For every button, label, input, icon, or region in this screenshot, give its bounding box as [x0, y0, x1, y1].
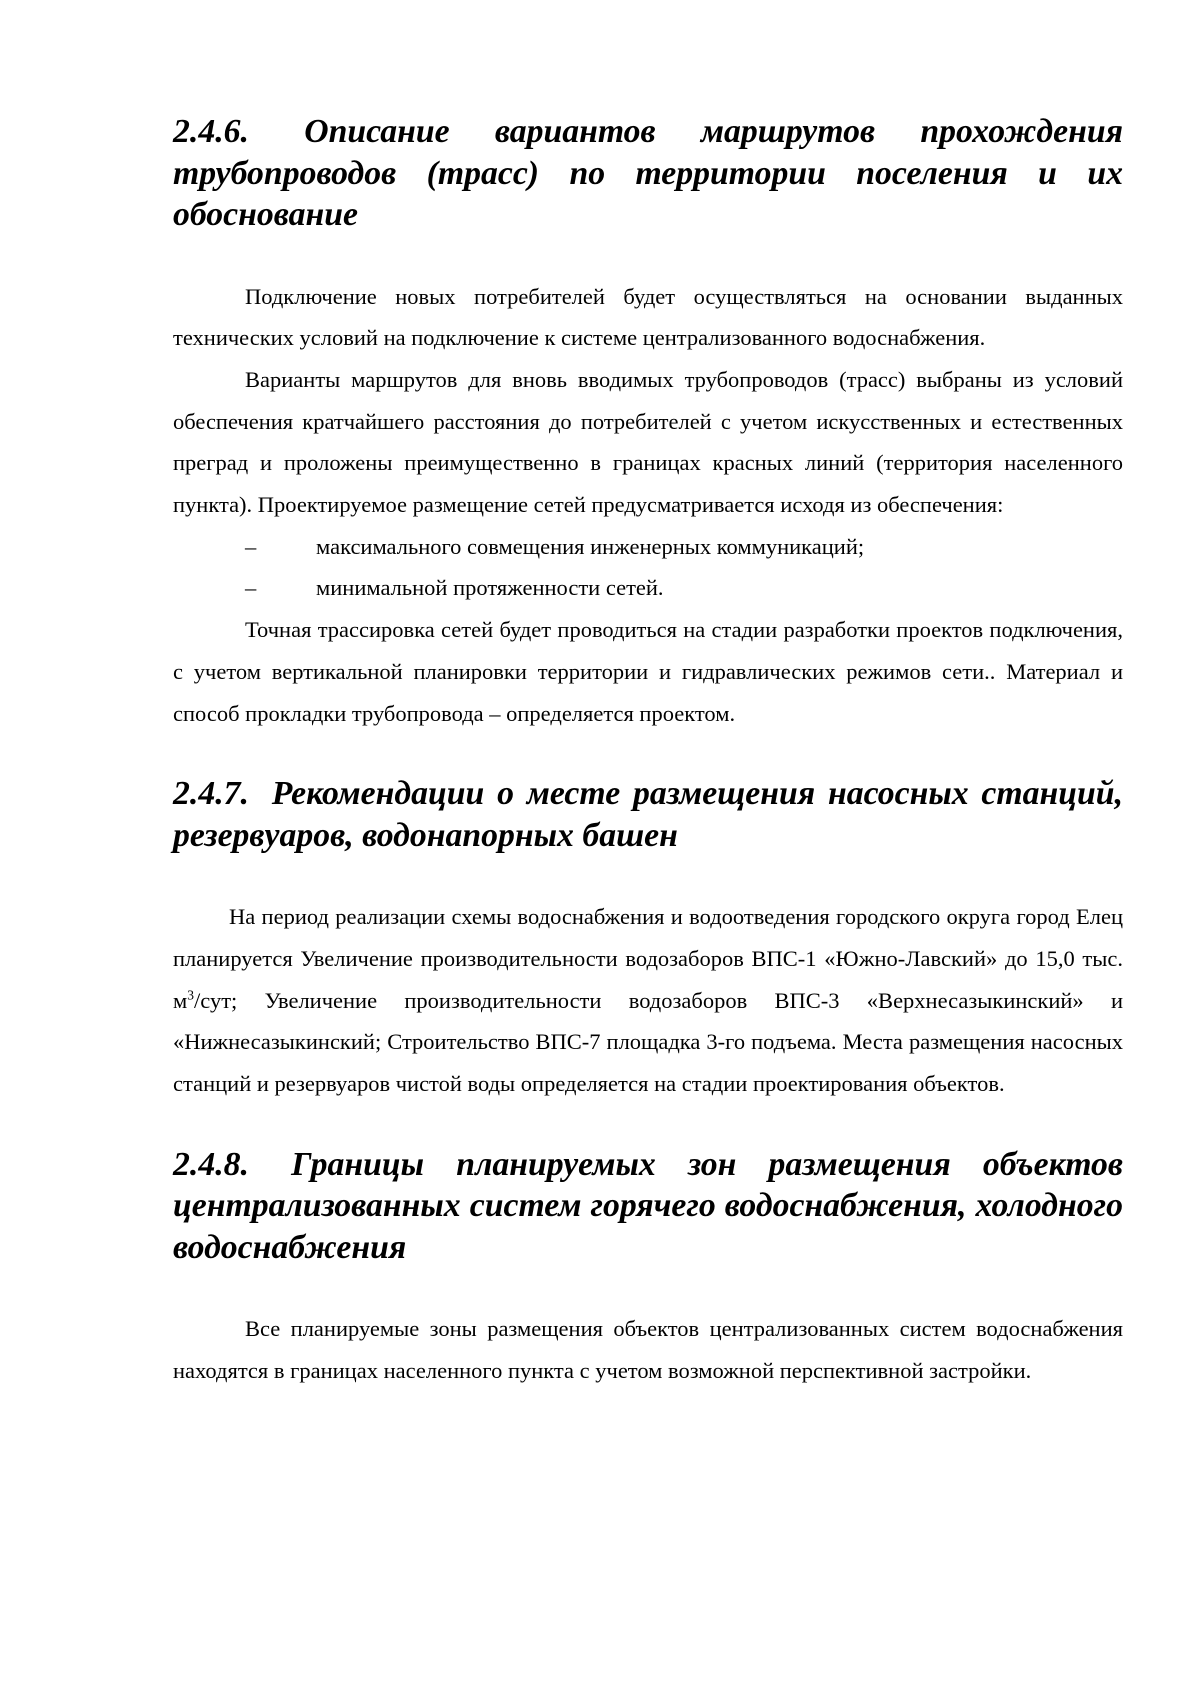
list-item	[173, 526, 1123, 568]
section-title: Рекомендации о месте размещения насосных станций, резервуаров, водонапорных башен	[173, 775, 1124, 854]
section-number: 2.4.8.	[173, 1145, 249, 1183]
paragraph: Подключение новых потребителей будет осуществляться на основании выданных технических условий на подключение к системе централизованного водоснабжения.	[173, 283, 1123, 351]
paragraph	[173, 896, 1123, 1105]
section-title: Границы планируемых зон размещения объектов централизованных систем горячего водоснабжения, холодного водоснабжения	[173, 1145, 1123, 1266]
paragraph: Точная трассировка сетей будет проводиться на стадии разработки проектов подключения, с учетом вертикальной планировки территории и гидравлических режимов сети.. Материал и способ прокладки трубопровода – определяется проектом.	[173, 617, 1123, 726]
list-item-text: минимальной протяженности сетей.	[316, 575, 664, 601]
section-heading-2-4-6	[173, 111, 1123, 236]
section-number: 2.4.6.	[173, 113, 249, 150]
list-item	[173, 567, 1123, 609]
section-title: Описание вариантов маршрутов прохождения трубопроводов (трасс) по территории поселения и их обоснование	[173, 113, 1123, 233]
bullet-list	[173, 526, 1123, 609]
section-number: 2.4.7.	[173, 775, 249, 813]
document-content	[173, 111, 1123, 1392]
section-heading-2-4-8	[173, 1144, 1123, 1269]
paragraph-text: На период реализации схемы водоснабжения и водоотведения городского округа город Елец планируется Увеличение производительности водозаборов ВПС-1 «Южно-Лавский» до 15,0 тыс. м	[173, 904, 1123, 1013]
superscript: 3	[187, 987, 194, 1003]
paragraph: Все планируемые зоны размещения объектов централизованных систем водоснабжения находятся в границах населенного пункта с учетом возможной перспективной застройки.	[173, 1316, 1123, 1383]
list-item-text: максимального совмещения инженерных коммуникаций;	[316, 533, 865, 559]
bullet-marker: –	[245, 575, 257, 601]
bullet-marker: –	[245, 533, 257, 559]
paragraph: Варианты маршрутов для вновь вводимых трубопроводов (трасс) выбраны из условий обеспечения кратчайшего расстояния до потребителей с учетом искусственных и естественных преград и проложены преимущественно в границах красных линий (территория населенного пункта). Проектируемое размещение сетей предусматривается исходя из обеспечения:	[173, 366, 1123, 518]
section-heading-2-4-7	[173, 773, 1123, 856]
paragraph-text: /сут; Увеличение производительности водозаборов ВПС-3 «Верхнесазыкинский» и «Нижнесазыкинский; Строительство ВПС-7 площадка 3-го подъема. Места размещения насосных станций и резервуаров чистой воды определяется на стадии проектирования объектов.	[173, 987, 1123, 1097]
